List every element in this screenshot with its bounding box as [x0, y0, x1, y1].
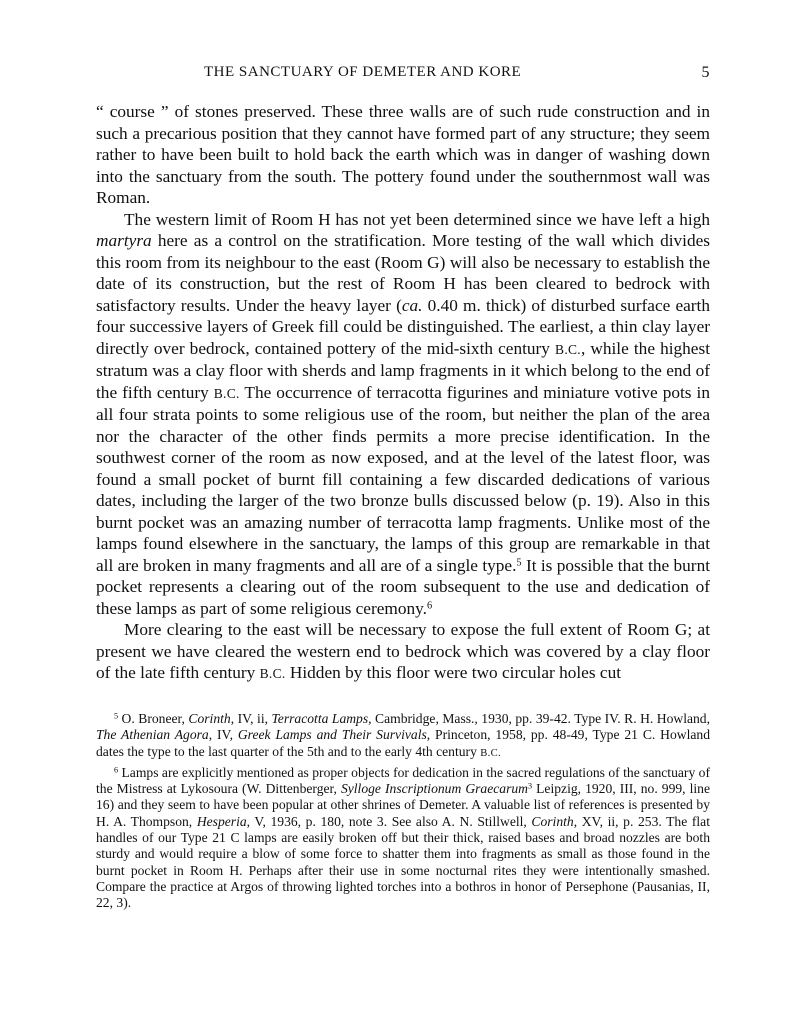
- paragraph-1-text: “ course ” of stones preserved. These three walls are of such rude construction and in such a precarious position that they cannot have formed part of any structure; they seem rather to have been built to hold back the earth which was in danger of washing down into the sanctuary from the south. The pottery found under the southernmost wall was Roman.: [96, 102, 710, 207]
- paragraph-2-text-a: The western limit of Room H has not yet been determined since we have left a high: [124, 209, 710, 229]
- small-caps-bc: B.C.: [480, 747, 501, 759]
- main-text: [96, 101, 710, 685]
- footnote-5-number: 5: [114, 711, 119, 721]
- paragraph-2: [96, 209, 710, 620]
- italic-title-corinth: Corinth: [531, 813, 574, 829]
- paragraph-1: [96, 101, 710, 209]
- page-number: 5: [701, 64, 710, 81]
- footnote-6: [96, 765, 710, 912]
- paragraph-2-text-e: 0.40 m. thick) of disturbed surface earth four successive layers of Greek fill could be distinguished. The earliest, a thin clay layer directly over bedrock, contained pottery of the mid-sixth century: [96, 295, 710, 358]
- running-header: [92, 64, 710, 86]
- footnote-5-text-c: , IV, ii,: [230, 711, 272, 726]
- paragraph-2-text-i: The occurrence of terracotta figurines and miniature votive pots in all four strata points to some religious use of the room, but neither the plan of the area nor the character of the other finds permits a more precise identification. In the southwest corner of the room as now exposed, and at the level of the latest floor, was found a small pocket of burnt fill containing a few discarded dedications of various dates, including the larger of the two bronze bulls discussed below (p. 19). Also in this burnt pocket was an amazing number of terracotta lamp fragments. Unlike most of the lamps found elsewhere in the sanctuary, the lamps of this group are remarkable in that all are broken in many fragments and all are of a single type.: [96, 382, 710, 575]
- italic-title-athenian-agora: The Athenian Agora: [96, 727, 209, 743]
- small-caps-bc: B.C.: [213, 385, 240, 401]
- italic-term-martyra: martyra: [96, 231, 152, 250]
- footnote-5-text-a: O. Broneer,: [118, 711, 189, 726]
- small-caps-bc: B.C.: [259, 666, 286, 681]
- footnote-5-text-i: , Princeton, 1958, pp. 48-49, Type 21 C. Howland dates the type to the last quarter of the 5th and to the early 4th century: [96, 727, 711, 759]
- paragraph-2-text-k: It is possible that the burnt pocket represents a clearing out of the room subsequent to the use and dedication of these lamps as part of some religious ceremony.: [96, 555, 711, 618]
- italic-abbr-ca: ca.: [401, 295, 423, 315]
- paragraph-3-text-a: More clearing to the east will be necessary to expose the full extent of Room G; at present we have cleared the western end to bedrock which was covered by a clay floor of the late fifth century: [96, 620, 710, 682]
- paragraph-3: [96, 619, 710, 685]
- italic-title-sylloge: Sylloge Inscriptionum Graecarum: [340, 781, 528, 797]
- footnote-5-text-e: , Cambridge, Mass., 1930, pp. 39-42. Type IV. R. H. Howland,: [368, 711, 711, 726]
- paragraph-2-text-g: , while the highest stratum was a clay floor with sherds and lamp fragments in it which belong to the end of the fifth century: [96, 338, 710, 402]
- footnotes: [96, 711, 710, 915]
- footnote-ref-6[interactable]: 6: [426, 599, 433, 611]
- paragraph-2-text-c: here as a control on the stratification. More testing of the wall which divides this room from its neighbour to the east (Room G) will also be necessary to establish the date of its construction, but the rest of Room H has been cleared to bedrock with satisfactory results. Under the heavy layer (: [96, 231, 710, 315]
- italic-title-terracotta-lamps: Terracotta Lamps: [271, 711, 369, 726]
- small-caps-bc: B.C.: [555, 341, 581, 357]
- footnote-6-text-h: , XV, ii, p. 253. The flat handles of our Type 21 C lamps are easily broken off but their thick, raised bases and broad nozzles are both sturdy and would require a blow of some force to shatter them into fragments as small as those found in the burnt pocket in Room H. Perhaps after their use in some nocturnal rites they were intentionally smashed. Compare the practice at Argos of throwing lighted torches into a bothros in honor of Persephone (Pausanias, II, 22, 3).: [96, 813, 710, 911]
- italic-title-greek-lamps: Greek Lamps and Their Survivals: [237, 727, 427, 743]
- italic-title-corinth: Corinth: [188, 711, 231, 726]
- italic-title-hesperia: Hesperia: [196, 813, 247, 829]
- footnote-6-text-d: Leipzig, 1920, III, no. 999, line 16) and they seem to have been popular at other shrines of Demeter. A valuable list of references is presented by H. A. Thompson,: [96, 781, 710, 829]
- footnote-5: [96, 711, 710, 762]
- footnote-ref-5[interactable]: 5: [516, 556, 522, 568]
- footnote-6-text-a: Lamps are explicitly mentioned as proper objects for dedication in the sacred regulations of the sanctuary of the Mistress at Lykosoura (W. Dittenberger,: [96, 764, 710, 797]
- edition-superscript: 3: [528, 781, 533, 791]
- footnote-6-number: 6: [114, 765, 119, 775]
- footnote-6-text-f: , V, 1936, p. 180, note 3. See also A. N. Stillwell,: [246, 813, 532, 829]
- footnote-5-text-g: , IV,: [208, 727, 238, 743]
- paragraph-3-text-c: Hidden by this floor were two circular holes cut: [285, 663, 622, 682]
- running-title: THE SANCTUARY OF DEMETER AND KORE: [204, 64, 522, 80]
